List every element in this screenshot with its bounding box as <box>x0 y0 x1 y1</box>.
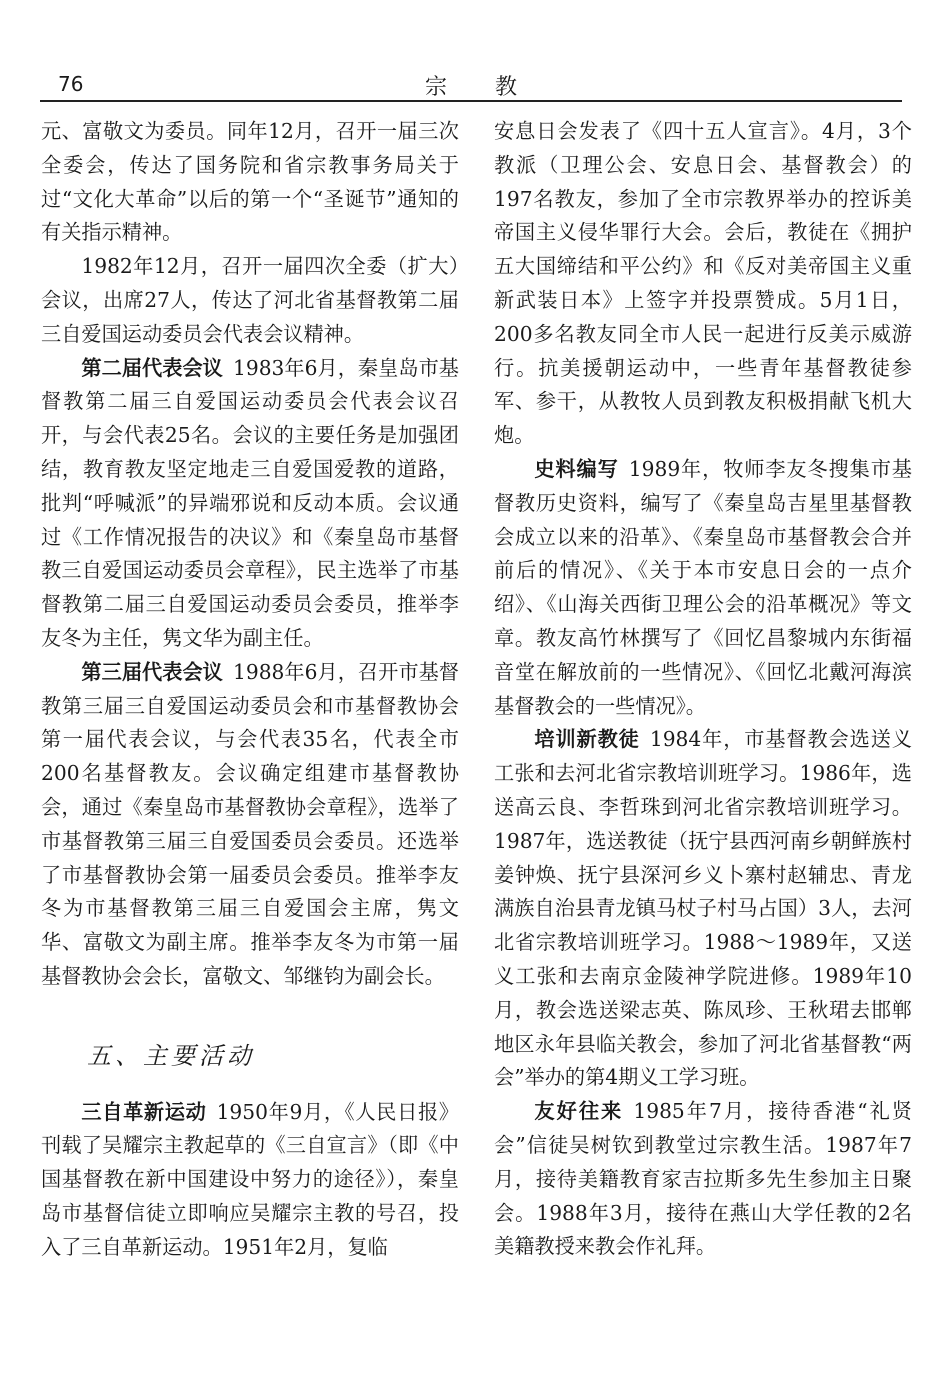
paragraph: 安息日会发表了《四十五人宣言》。4月，3个教派（卫理公会、安息日会、基督教会）的197名教友，参加了全市宗教界举办的控诉美帝国主义侵华罪行大会。会后，教徒在《拥护五大国缔结和平公约》和《反对美帝国主义重新武装日本》上签字并投票赞成。5月1日，200多名教友同全市人民一起进行反美示威游行。抗美援朝运动中，一些青年基督教徒参军、参干，从教牧人员到教友积极捐献飞机大炮。 <box>494 119 912 448</box>
page-header <box>40 60 902 102</box>
paragraph <box>41 656 459 994</box>
paragraph <box>494 453 912 723</box>
run-in-heading: 第二届代表会议 <box>81 355 223 380</box>
right-column <box>494 115 912 1264</box>
paragraph-text: 1984年，市基督教会选送义工张和去河北省宗教培训班学习。1986年，选送高云良、李哲珠到河北省宗教培训班学习。1987年，选送教徒（抚宁县西河南乡朝鲜族村姜钟焕、抚宁县深河乡义卜寨村赵辅忠、青龙满族自治县青龙镇马杖子村马占国）3人，去河北省宗教培训班学习。1988～1989年，又送义工张和去南京金陵神学院进修。1989年10月，教会选送梁志英、陈凤珍、王秋珺去邯郸地区永年县临关教会，参加了河北省基督教“两会”举办的第4期义工学习班。 <box>494 727 912 1090</box>
paragraph: 1982年12月，召开一届四次全委（扩大）会议，出席27人，传达了河北省基督教第二届三自爱国运动委员会代表会议精神。 <box>41 254 459 346</box>
page-number: 76 <box>58 72 84 96</box>
paragraph-text: 1983年6月，秦皇岛市基督教第二届三自爱国运动委员会代表会议召开，与会代表25名。会议的主要任务是加强团结，教育教友坚定地走三自爱国爱教的道路，批判“呼喊派”的异端邪说和反动本质。会议通过《工作情况报告的决议》和《秦皇岛市基督教三自爱国运动委员会章程》，民主选举了市基督教第二届三自爱国运动委员会委员，推举李友冬为主任，隽文华为副主任。 <box>41 355 459 650</box>
paragraph-text: 1950年9月，《人民日报》刊载了吴耀宗主教起草的《三自宣言》（即《中国基督教在新中国建设中努力的途径》），秦皇岛市基督信徒立即响应吴耀宗主教的号召，投入了三自革新运动。1951年2月，复临 <box>41 1099 459 1259</box>
run-in-heading: 第三届代表会议 <box>81 659 223 684</box>
paragraph-text: 1985年7月，接待香港“礼贤会”信徒吴树钦到教堂过宗教生活。1987年7月，接待美籍教育家吉拉斯多先生参加主日聚会。1988年3月，接待在燕山大学任教的2名美籍教授来教会作礼拜。 <box>494 1099 912 1259</box>
paragraph: 元、富敬文为委员。同年12月，召开一届三次全委会，传达了国务院和省宗教事务局关于过“文化大革命”以后的第一个“圣诞节”通知的有关指示精神。 <box>41 119 459 245</box>
paragraph-text: 1988年6月，召开市基督教第三届三自爱国运动委员会和市基督教协会第一届代表会议，与会代表35名，代表全市200名基督教友。会议确定组建市基督教协会，通过《秦皇岛市基督教协会章程》，选举了市基督教第三届三自爱国委员会委员。还选举了市基督教协会第一届委员会委员。推举李友冬为市基督教第三届三自爱国会主席，隽文华、富敬文为副主席。推举李友冬为市第一届基督教协会会长，富敬文、邹继钧为副会长。 <box>41 659 459 988</box>
run-in-heading: 培训新教徒 <box>534 727 640 752</box>
paragraph <box>494 723 912 1095</box>
paragraph <box>41 352 459 656</box>
run-in-heading: 三自革新运动 <box>81 1099 207 1124</box>
running-title: 宗教 <box>424 75 565 100</box>
left-column <box>41 115 459 1265</box>
paragraph <box>494 1095 912 1264</box>
run-in-heading: 史料编写 <box>534 456 619 481</box>
paragraph-text: 1989年，牧师李友冬搜集市基督教历史资料，编写了《秦皇岛吉星里基督教会成立以来的沿革》、《秦皇岛市基督教会合并前后的情况》、《关于本市安息日会的一点介绍》、《山海关西街卫理公会的沿革概况》等文章。教友高竹林撰写了《回忆昌黎城内东街福音堂在解放前的一些情况》、《回忆北戴河海滨基督教会的一些情况》。 <box>494 456 912 718</box>
section-heading: 五、主要活动 <box>87 1041 255 1070</box>
run-in-heading: 友好往来 <box>534 1099 624 1124</box>
paragraph <box>41 1096 459 1265</box>
